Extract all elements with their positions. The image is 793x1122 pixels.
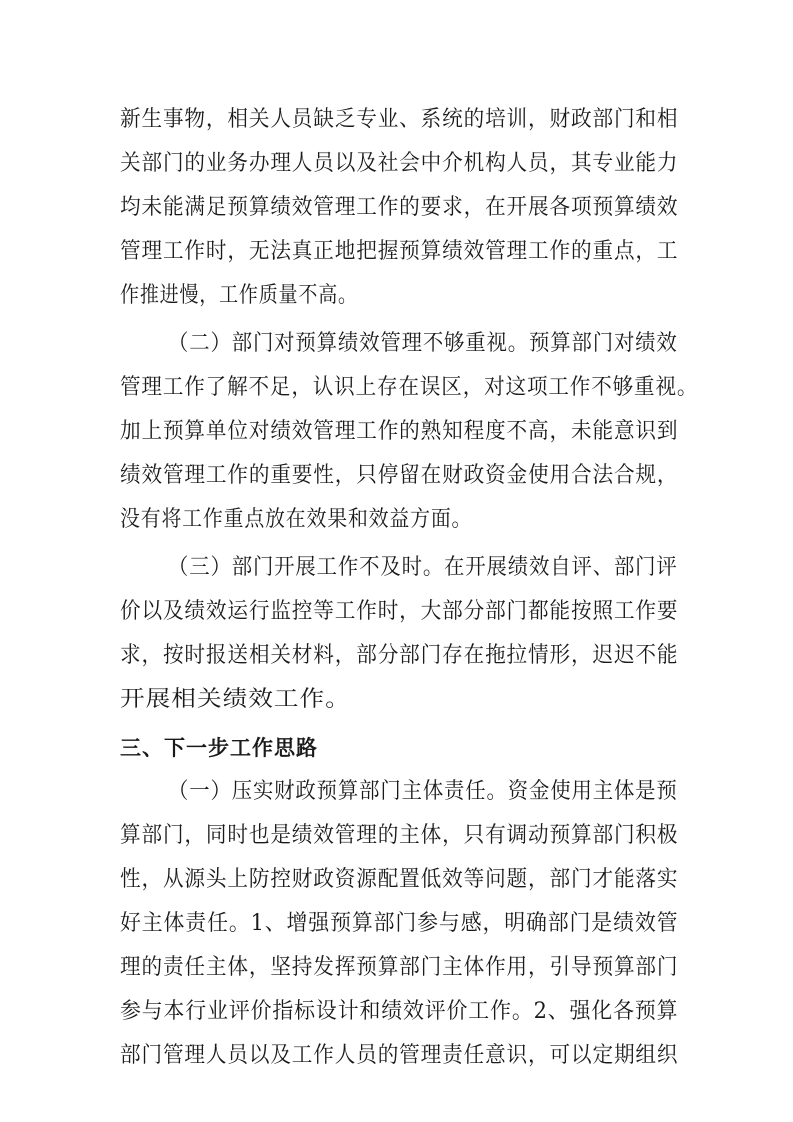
paragraph-first-line: （二）部门对预算绩效管理不够重视。预算部门对绩效 (168, 331, 678, 356)
body-text-line: 求，按时报送相关材料，部分部门存在拖拉情形，迟迟不能 (120, 643, 679, 668)
body-text-line: 部门管理人员以及工作人员的管理责任意识，可以定期组织 (120, 1043, 679, 1068)
body-text-line: 关部门的业务办理人员以及社会中介机构人员，其专业能力 (120, 151, 679, 176)
paragraph-first-line: （一）压实财政预算部门主体责任。资金使用主体是预 (168, 779, 678, 804)
body-text-line: 参与本行业评价指标设计和绩效评价工作。2、强化各预算 (120, 999, 679, 1024)
body-text-line: 性，从源头上防控财政资源配置低效等问题，部门才能落实 (120, 867, 679, 892)
body-text-line: 作推进慢，工作质量不高。 (120, 283, 358, 308)
section-heading: 三、下一步工作思路 (120, 736, 318, 760)
body-text-line: 算部门，同时也是绩效管理的主体，只有调动预算部门积极 (120, 823, 679, 848)
body-text-line: 理的责任主体，坚持发挥预算部门主体作用，引导预算部门 (120, 955, 679, 980)
body-text-line: 管理工作了解不足，认识上存在误区，对这项工作不够重视。 (120, 375, 699, 400)
body-text-line: 绩效管理工作的重要性，只停留在财政资金使用合法合规， (120, 463, 679, 488)
body-text-line: 没有将工作重点放在效果和效益方面。 (120, 507, 473, 532)
body-text-line: 价以及绩效运行监控等工作时，大部分部门都能按照工作要 (120, 599, 679, 624)
body-text-line: 开展相关绩效工作。 (120, 687, 351, 712)
body-text-line: 加上预算单位对绩效管理工作的熟知程度不高，未能意识到 (120, 419, 679, 444)
body-text-line: 管理工作时，无法真正地把握预算绩效管理工作的重点，工 (120, 239, 679, 264)
body-text-line: 好主体责任。1、增强预算部门参与感，明确部门是绩效管 (120, 911, 679, 936)
body-text-line: 新生事物，相关人员缺乏专业、系统的培训，财政部门和相 (120, 107, 679, 132)
body-text-line: 均未能满足预算绩效管理工作的要求，在开展各项预算绩效 (120, 195, 679, 220)
paragraph-first-line: （三）部门开展工作不及时。在开展绩效自评、部门评 (168, 555, 678, 580)
